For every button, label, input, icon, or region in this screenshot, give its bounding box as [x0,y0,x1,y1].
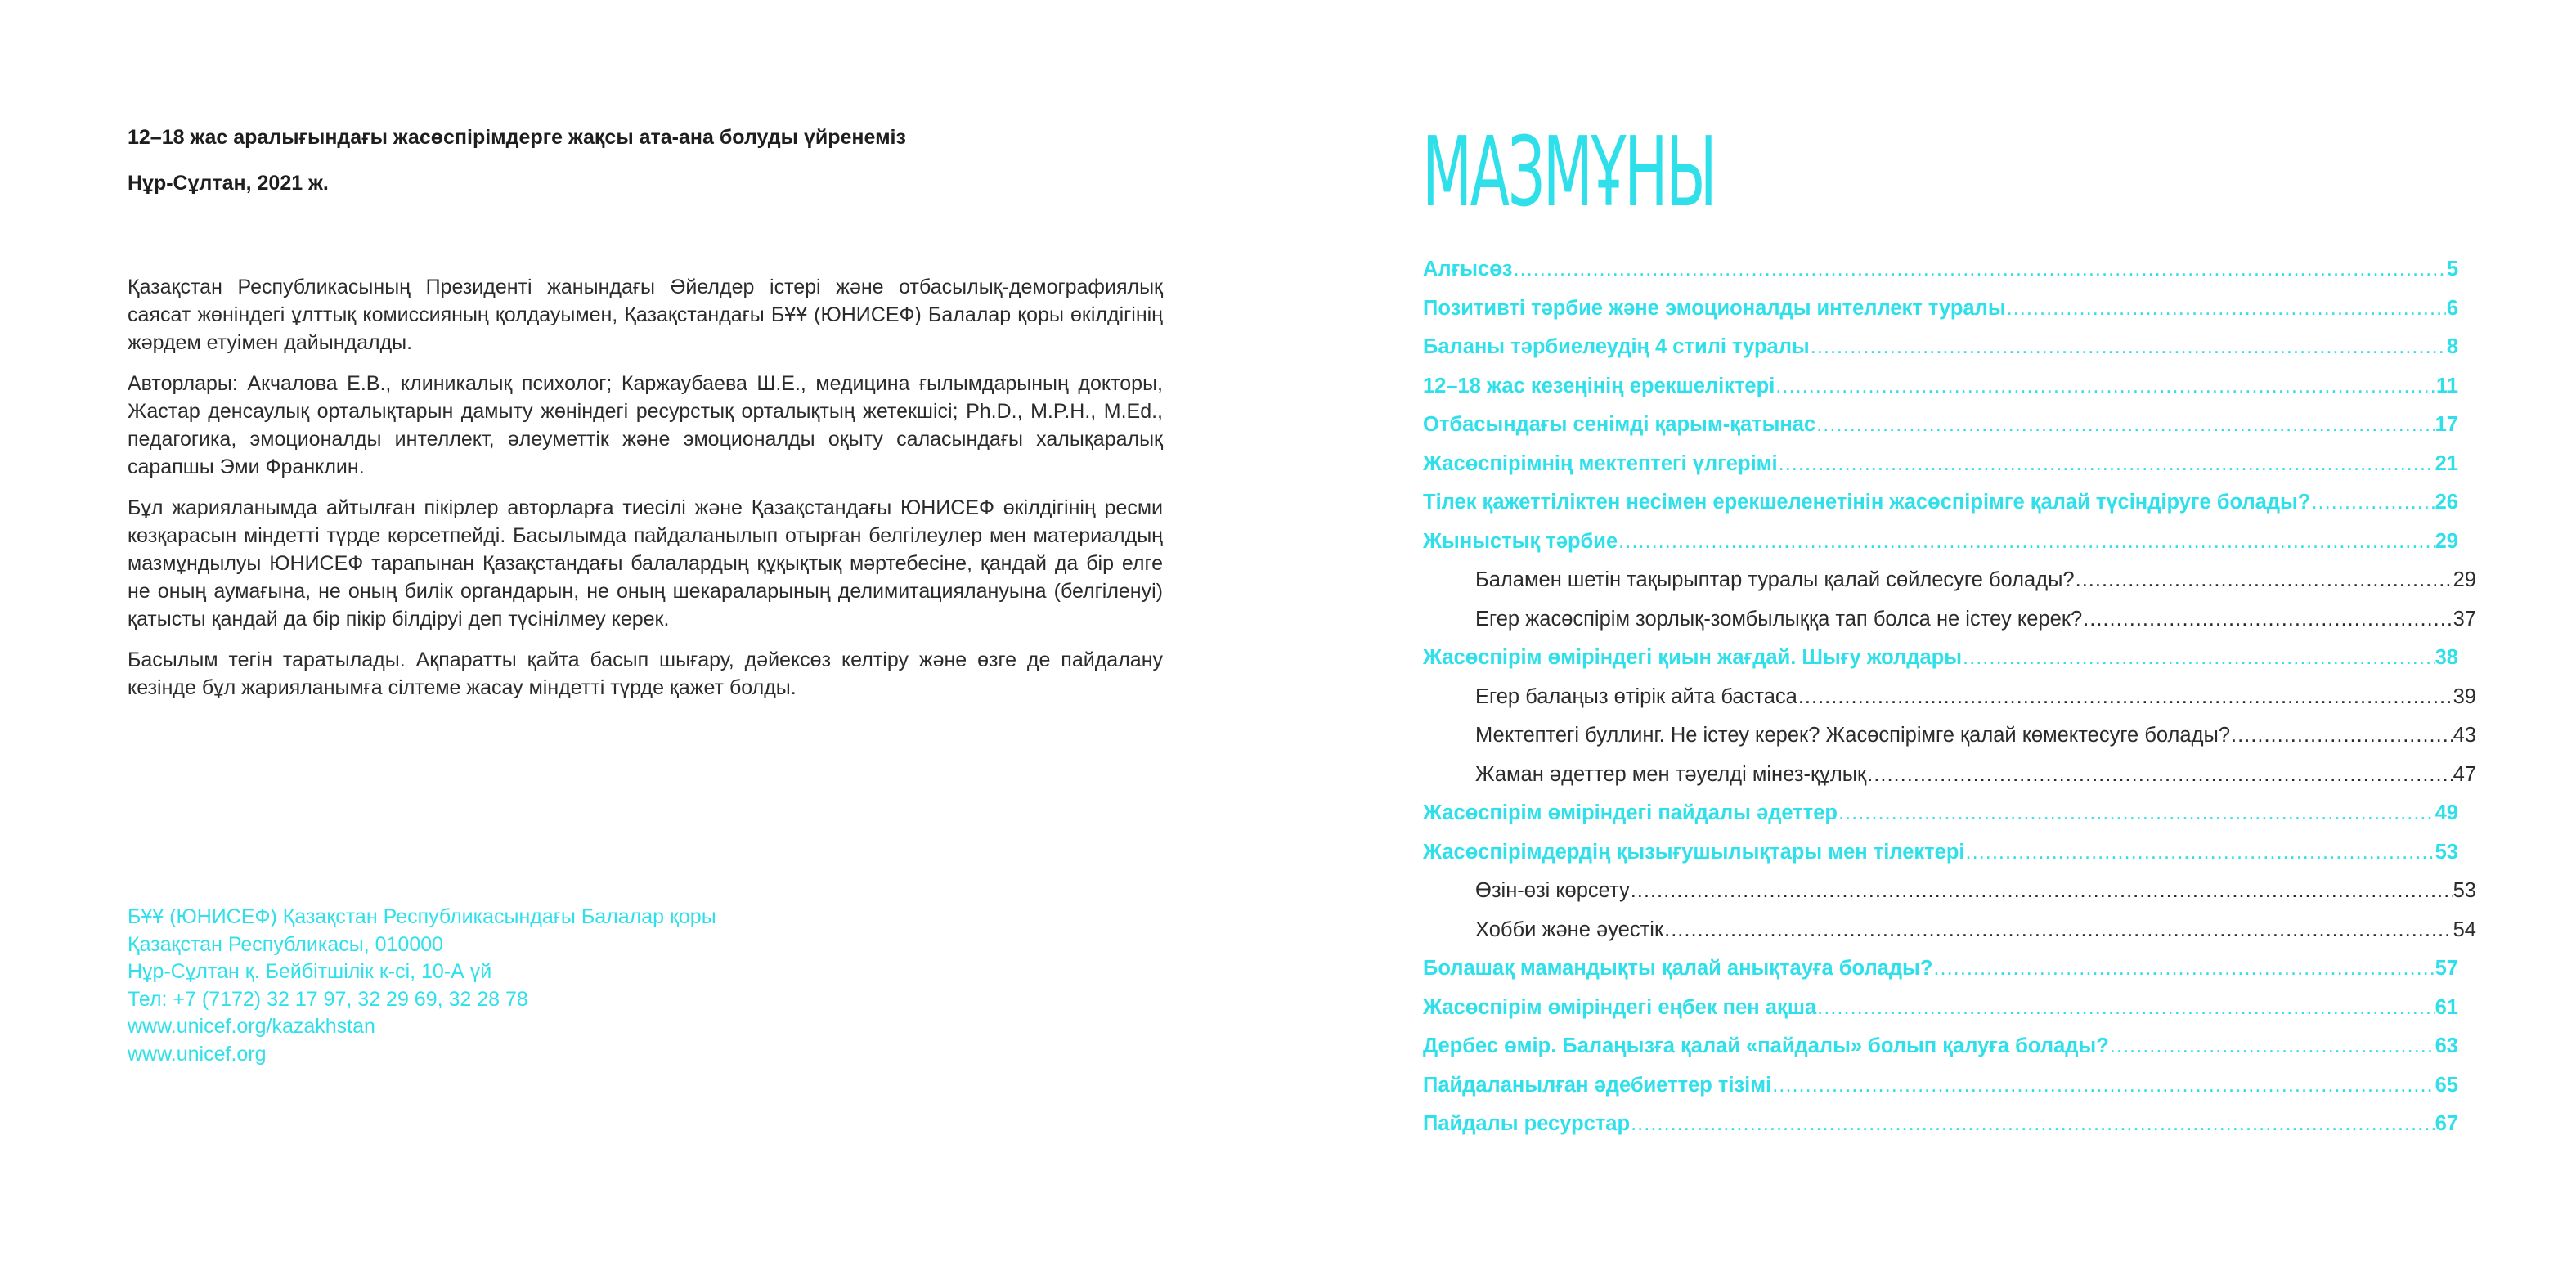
toc-entry-title: Егер балаңыз өтірік айта бастаса [1475,684,1797,708]
toc-entry-title: Пайдалы ресурстар [1423,1112,1631,1135]
toc-entry-title: Позитивті тәрбие және эмоционалды интеллект туралы [1423,296,2006,320]
toc-entry-title: Баламен шетін тақырыптар туралы қалай сөйлесуге болады? [1475,568,2075,591]
toc-entry-title: Жасөспірімдердің қызығушылықтары мен тілектері [1423,840,1965,864]
toc-entry[interactable] [1423,801,2458,841]
toc-dot-leader [1664,918,2453,942]
toc-entry[interactable] [1423,452,2458,491]
toc-entry-title: Жыныстық тәрбие [1423,529,1618,553]
toc-dot-leader [1838,801,2435,825]
toc-entry[interactable] [1423,297,2458,336]
toc-dot-leader [2076,568,2453,592]
toc-dot-leader [1779,452,2435,476]
toc-entry-title: Мектептегі буллинг. Не істеу керек? Жасөспірімге қалай көмектесуге болады? [1475,724,2231,747]
toc-entry-page-number: 47 [2453,762,2476,786]
toc-dot-leader [1963,646,2435,670]
toc-entry-page-number: 38 [2435,646,2458,669]
toc-entry-page-number: 11 [2436,374,2458,397]
toc-dot-leader [1798,685,2453,709]
contact-organization: БҰҰ (ЮНИСЕФ) Қазақстан Республикасындағы Балалар қоры [128,905,716,928]
toc-entry[interactable] [1423,375,2458,414]
toc-entry-page-number: 26 [2435,491,2458,514]
toc-entry[interactable] [1423,646,2458,685]
toc-entry-page-number: 54 [2453,918,2476,941]
toc-entry-title: Жасөспірім өміріндегі қиын жағдай. Шығу жолдары [1423,646,1963,669]
toc-entry-title: Егер жасөспірім зорлық-зомбылыққа тап болса не істеу керек? [1475,607,2083,631]
toc-dot-leader [1965,841,2434,864]
toc-entry-title: Өзін-өзі көрсету [1475,879,1630,902]
toc-entry[interactable] [1423,841,2458,880]
imprint-paragraphs [128,273,1163,715]
toc-entry[interactable] [1423,413,2458,452]
paragraph-distribution: Басылым тегін таратылады. Ақпаратты қайта басып шығару, дәйексөз келтіру және өзге де пайдалану кезінде бұл жарияланымға сілтеме жасау міндетті түрде қажет болды. [128,648,1163,699]
toc-entry-page-number: 37 [2453,607,2476,631]
toc-entry-page-number: 39 [2453,684,2476,708]
toc-entry-title: Баланы тәрбиелеудің 4 стилі туралы [1423,335,1810,358]
toc-entry-page-number: 43 [2453,724,2476,747]
toc-dot-leader [1816,413,2434,437]
toc-entry-page-number: 6 [2446,296,2458,320]
toc-entry[interactable] [1423,1074,2458,1113]
contact-website[interactable]: www.unicef.org [128,1042,267,1066]
paragraph-disclaimer: Бұл жарияланымда айтылған пікірлер авторларға тиесілі және Қазақстандағы ЮНИСЕФ өкілдігінің ресми көзқарасын міндетті түрде көрсетпейді. Басылымда пайдаланылып отырған белгілеулер мен материалдың мазмұндылуы ЮНИСЕФ тарапынан Қазақстандағы балалардың құқықтық мәртебесіне, қандай да бір елге не оның аумағына, не оның билік органдарын, не оның шекараларының делимитациялануына (белгіленуі) қатысты қандай да бір пікір білдіруі деп түсінілмеу керек. [128,496,1163,631]
toc-dot-leader [2110,1034,2435,1058]
toc-entry-page-number: 61 [2435,995,2458,1019]
toc-entry-title: Пайдаланылған әдебиеттер тізімі [1423,1073,1772,1097]
toc-dot-leader [1775,375,2435,398]
toc-entry[interactable] [1423,685,2476,725]
toc-entry-title: Болашақ мамандықты қалай анықтауға болады? [1423,957,1933,980]
toc-entry[interactable] [1423,530,2458,569]
toc-entry[interactable] [1423,1034,2458,1074]
toc-entry[interactable] [1423,258,2458,297]
toc-heading: МАЗМҰНЫ [1422,115,1716,228]
contact-phone: Тел: +7 (7172) 32 17 97, 32 29 69, 32 28 78 [128,987,528,1011]
toc-entry[interactable] [1423,763,2476,802]
toc-entry-title: Жасөспірім өміріндегі еңбек пен ақша [1423,995,1817,1019]
toc-entry-title: Дербес өмір. Балаңызға қалай «пайдалы» болып қалуға болады? [1423,1034,2109,1057]
toc-entry-page-number: 29 [2453,568,2476,591]
toc-dot-leader [2311,491,2434,514]
toc-entry-title: Жасөспірімнің мектептегі үлгерімі [1423,451,1778,475]
toc-entry-page-number: 29 [2435,529,2458,553]
toc-entry-title: Жасөспірім өміріндегі пайдалы әдеттер [1423,801,1838,824]
toc-dot-leader [1631,879,2453,903]
right-page [1288,0,2576,1288]
paragraph-support: Қазақстан Республикасының Президенті жанындағы Әйелдер істері және отбасылық-демографиялық саясат жөніндегі ұлттық комиссияның қолдауымен, Қазақстандағы БҰҰ (ЮНИСЕФ) Балалар қоры өкілдігінің жәрдем етуімен дайындалды. [128,276,1163,354]
toc-dot-leader [1811,335,2446,359]
toc-dot-leader [1817,996,2434,1020]
toc-entry-title: Хобби және әуестік [1475,918,1664,941]
toc-dot-leader [1867,763,2452,787]
toc-dot-leader [1631,1112,2435,1136]
toc-dot-leader [1933,957,2434,981]
toc-entry[interactable] [1423,568,2476,608]
toc-entry-title: 12–18 жас кезеңінің ерекшеліктері [1423,374,1775,397]
toc-entry-page-number: 49 [2435,801,2458,824]
document-title: 12–18 жас аралығындағы жасөспірімдерге жақсы ата-ана болуды үйренеміз [128,126,906,149]
toc-dot-leader [2007,297,2446,321]
paragraph-authors: Авторлары: Акчалова Е.В., клиникалық психолог; Каржаубаева Ш.Е., медицина ғылымдарының докторы, Жастар денсаулық орталықтарын дамыту жөніндегі ресурстық орталықтың жетекшісі; Ph.D., M.P.H., M.Ed., педагогика, эмоционалды интеллект, әлеуметтік және эмоционалды оқыту саласындағы халықаралық сарапшы Эми Франклин. [128,372,1163,478]
toc-entry-page-number: 65 [2435,1073,2458,1097]
toc-entry-page-number: 5 [2446,258,2458,280]
contact-country: Қазақстан Республикасы, 010000 [128,932,444,956]
toc-entry-page-number: 21 [2435,451,2458,475]
toc-entry[interactable] [1423,996,2458,1035]
toc-entry[interactable] [1423,491,2458,530]
toc-entry-page-number: 8 [2446,335,2458,358]
toc-entry-title: Отбасындағы сенімді қарым-қатынас [1423,413,1816,436]
toc-dot-leader [1513,258,2445,281]
toc-dot-leader [1772,1074,2434,1097]
toc-entry-page-number: 53 [2435,840,2458,864]
toc-entry-page-number: 17 [2435,413,2458,436]
toc-entry[interactable] [1423,879,2476,918]
toc-entry[interactable] [1423,724,2476,763]
toc-dot-leader [2231,724,2453,747]
contact-website-kazakhstan[interactable]: www.unicef.org/kazakhstan [128,1015,375,1038]
toc-entry-page-number: 57 [2435,957,2458,980]
toc-entry-title: Алғысөз [1423,258,1513,280]
toc-entry[interactable] [1423,1112,2458,1151]
toc-entry[interactable] [1423,957,2458,996]
toc-entry-title: Тілек қажеттіліктен несімен ерекшеленетінін жасөспірімге қалай түсіндіруге болады? [1423,491,2311,514]
table-of-contents [1423,258,2576,1151]
toc-dot-leader [1618,530,2434,554]
toc-entry[interactable] [1423,335,2458,375]
toc-dot-leader [2083,608,2452,631]
toc-entry[interactable] [1423,918,2476,958]
toc-entry-page-number: 63 [2435,1034,2458,1057]
toc-entry-page-number: 67 [2435,1112,2458,1135]
contact-block [128,904,864,1068]
contact-address: Нұр-Сұлтан қ. Бейбітшілік к-сі, 10-А үй [128,960,492,983]
toc-entry-title: Жаман әдеттер мен тәуелді мінез-құлық [1475,762,1867,786]
publication-place-year: Нұр-Сұлтан, 2021 ж. [128,172,329,195]
toc-entry-page-number: 53 [2453,879,2476,902]
toc-entry[interactable] [1423,608,2476,647]
